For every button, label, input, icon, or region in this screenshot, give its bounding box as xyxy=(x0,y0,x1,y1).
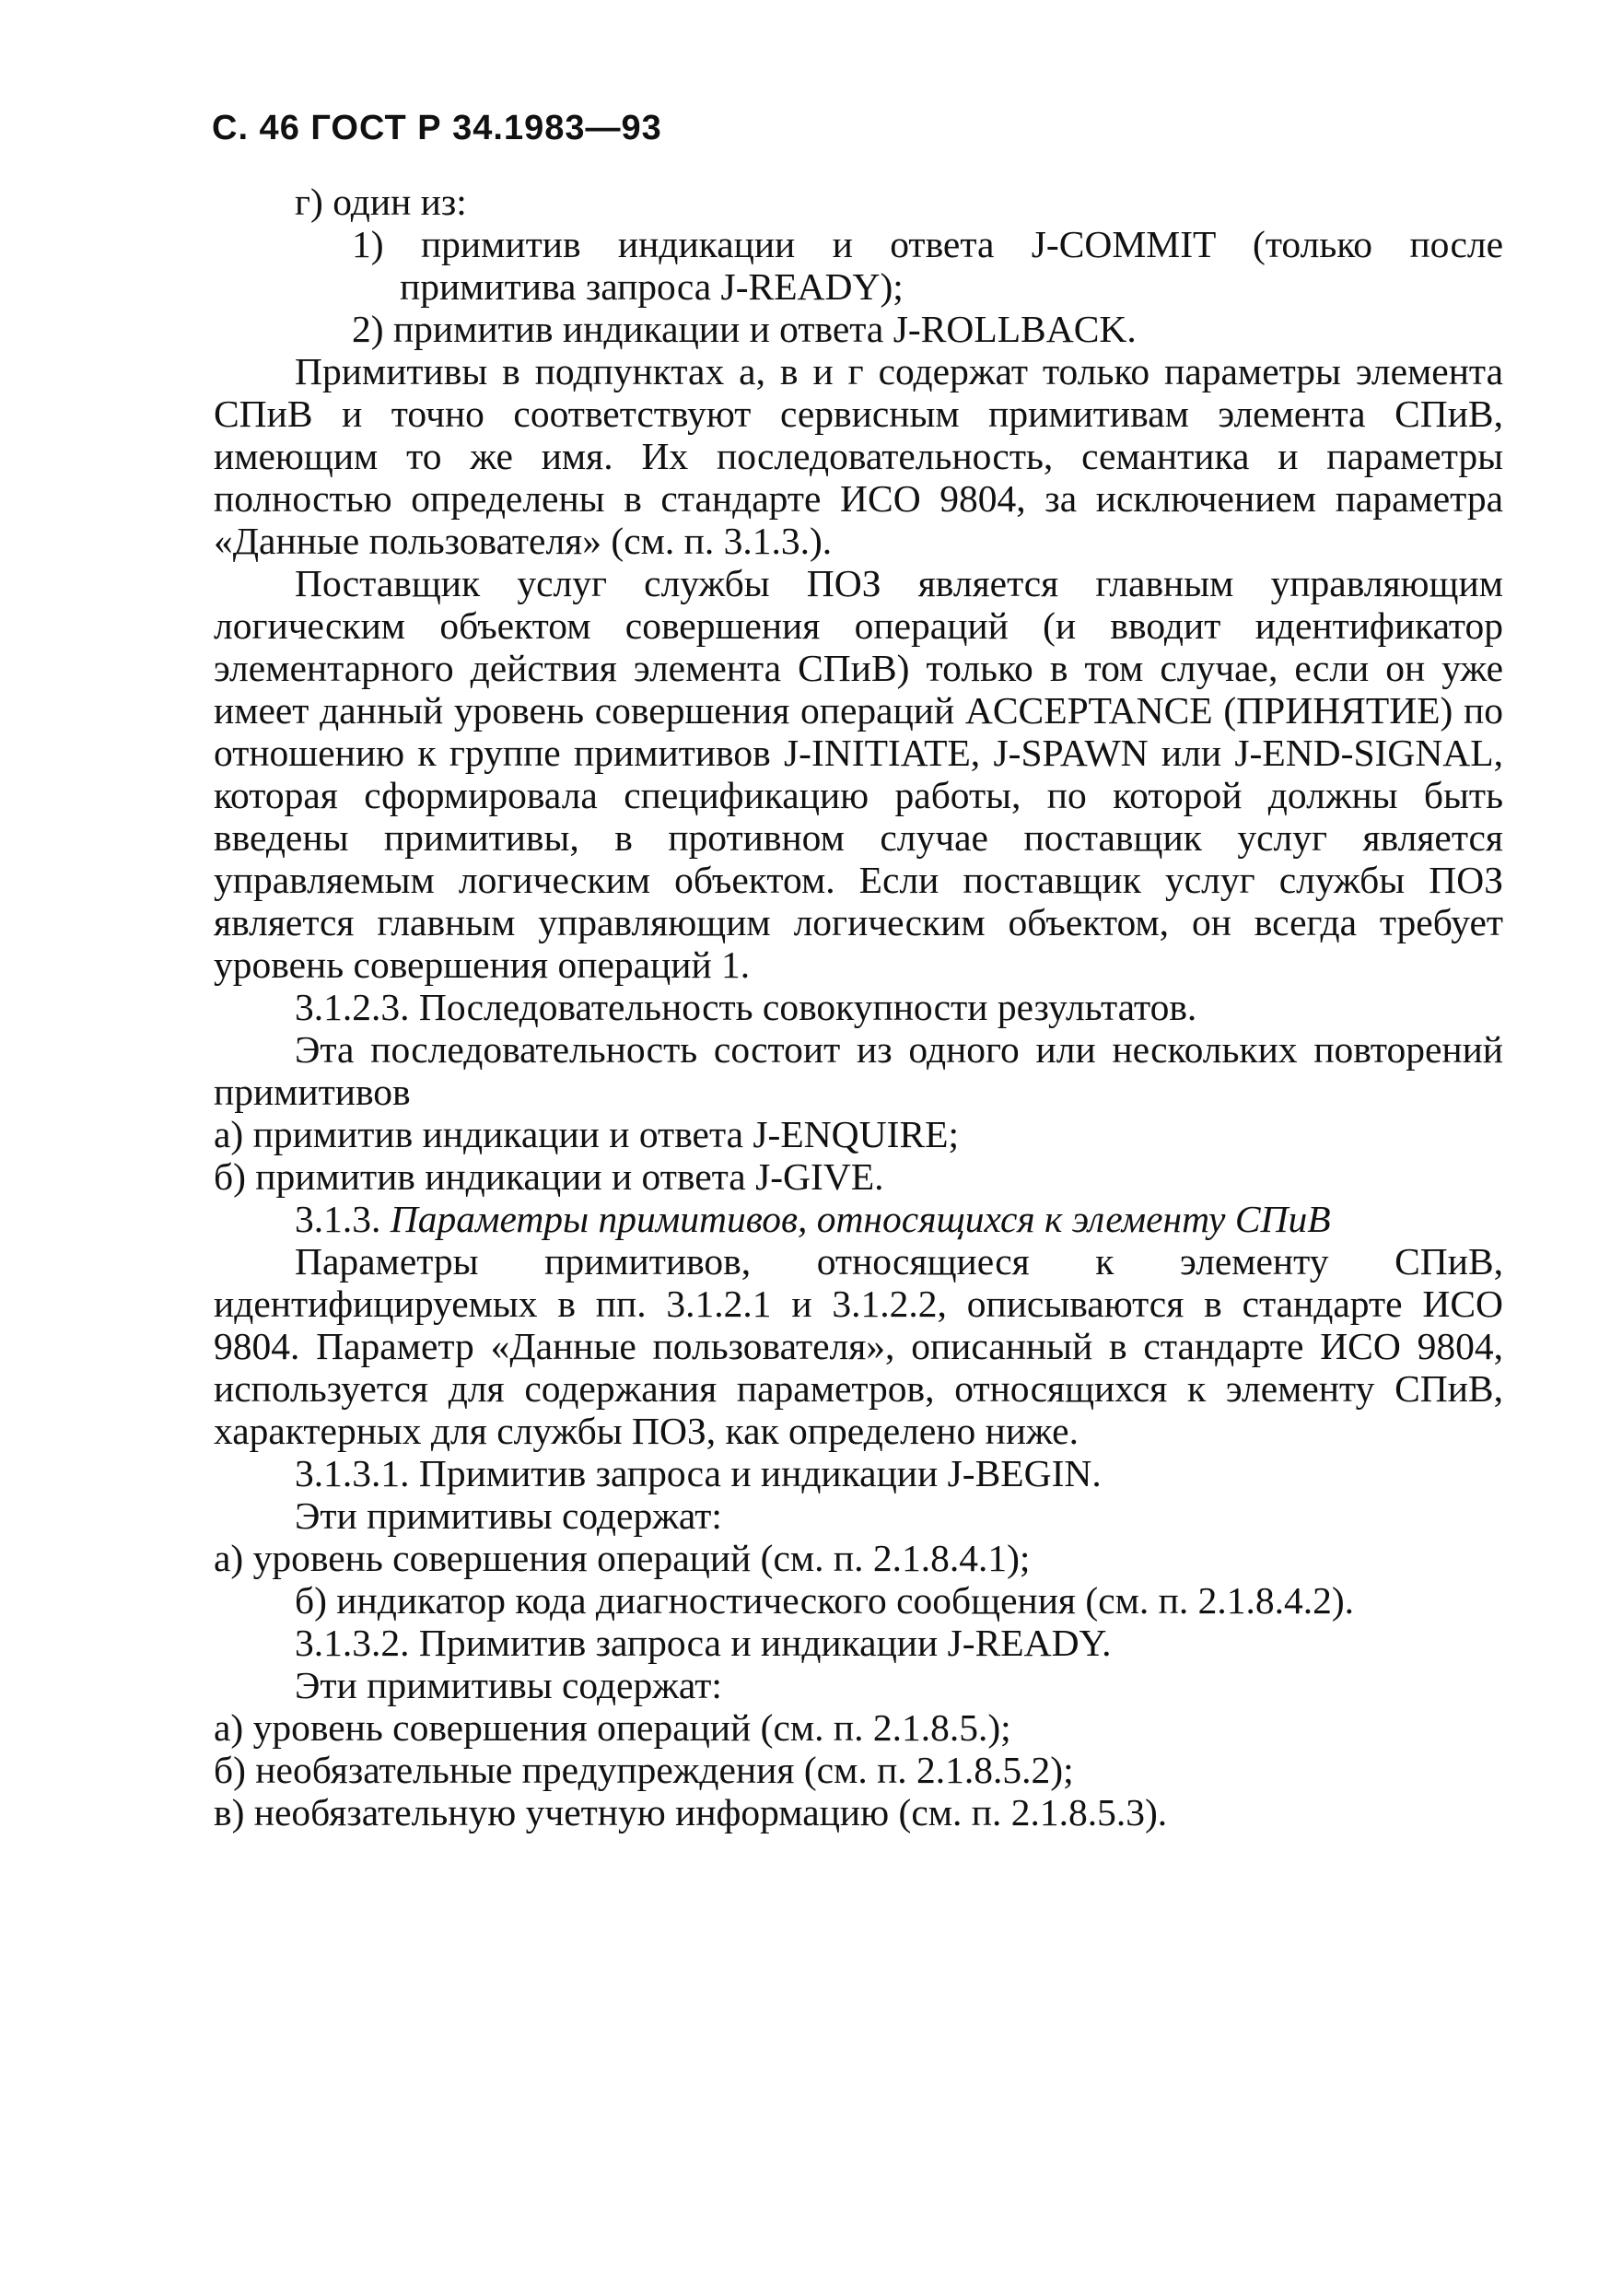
list-item-g2: 2) примитив индикации и ответа J-ROLLBACK. xyxy=(352,308,1137,350)
section-3-1-2-3-heading: 3.1.2.3. Последовательность совокупности результатов. xyxy=(295,986,1197,1028)
list-item-b3: б) необязательные предупреждения (см. п. 2.1.8.5.2); xyxy=(214,1749,1074,1791)
contains-label-1: Эти примитивы содержат: xyxy=(295,1494,722,1537)
list-item-g1-line1: 1) примитив индикации и ответа J-COMMIT (только после xyxy=(352,223,1503,265)
page-header: С. 46 ГОСТ Р 34.1983—93 xyxy=(212,109,662,147)
section-3-1-3-number: 3.1.3. xyxy=(295,1198,381,1240)
list-item-b1: б) примитив индикации и ответа J-GIVE. xyxy=(214,1155,884,1198)
list-item-a3: а) уровень совершения операций (см. п. 2.1.8.5.); xyxy=(214,1706,1011,1749)
paragraph-provider: Поставщик услуг службы ПОЗ является главным управляющим логическим объектом совершения операций (и вводит идентификатор элементарного действия элемента СПиВ) только в том случае, если он уже имеет данный уровень совершения операций ACCEPTANCE (ПРИНЯТИЕ) по отношению к группе примитивов J-INITIATE, J-SPAWN или J-END-SIGNAL, которая сформировала спецификацию работы, по которой должны быть введены примитивы, в противном случае поставщик услуг является управляемым логическим объектом. Если поставщик услуг службы ПОЗ является главным управляющим логическим объектом, он всегда требует уровень совершения операций 1. xyxy=(214,562,1503,986)
list-item-g1-line2: примитива запроса J-READY); xyxy=(400,265,904,308)
section-3-1-3-2-heading: 3.1.3.2. Примитив запроса и индикации J-READY. xyxy=(295,1622,1112,1664)
list-item-b2: б) индикатор кода диагностического сообщения (см. п. 2.1.8.4.2). xyxy=(295,1579,1355,1622)
paragraph-sequence: Эта последовательность состоит из одного или нескольких повторений примитивов xyxy=(214,1028,1503,1113)
section-3-1-3-title: Параметры примитивов, относящихся к элементу СПиВ xyxy=(390,1198,1331,1240)
section-3-1-3-1-heading: 3.1.3.1. Примитив запроса и индикации J-BEGIN. xyxy=(295,1452,1102,1494)
contains-label-2: Эти примитивы содержат: xyxy=(295,1664,722,1706)
list-item-g: г) один из: xyxy=(295,181,467,223)
list-item-a1: а) примитив индикации и ответа J-ENQUIRE; xyxy=(214,1113,960,1155)
section-3-1-3-heading xyxy=(214,1198,1503,1240)
paragraph-primitives: Примитивы в подпунктах а, в и г содержат только параметры элемента СПиВ и точно соответствуют сервисным примитивам элемента СПиВ, имеющим то же имя. Их последовательность, семантика и параметры полностью определены в стандарте ИСО 9804, за исключением параметра «Данные пользователя» (см. п. 3.1.3.). xyxy=(214,350,1503,562)
list-item-g1 xyxy=(352,223,1503,308)
document-body xyxy=(214,181,1503,1833)
paragraph-parameters: Параметры примитивов, относящиеся к элементу СПиВ, идентифицируемых в пп. 3.1.2.1 и 3.1.2.2, описываются в стандарте ИСО 9804. Параметр «Данные пользователя», описанный в стандарте ИСО 9804, используется для содержания параметров, относящихся к элементу СПиВ, характерных для службы ПОЗ, как определено ниже. xyxy=(214,1240,1503,1452)
list-item-a2: а) уровень совершения операций (см. п. 2.1.8.4.1); xyxy=(214,1537,1031,1579)
list-item-v3: в) необязательную учетную информацию (см. п. 2.1.8.5.3). xyxy=(214,1791,1168,1833)
